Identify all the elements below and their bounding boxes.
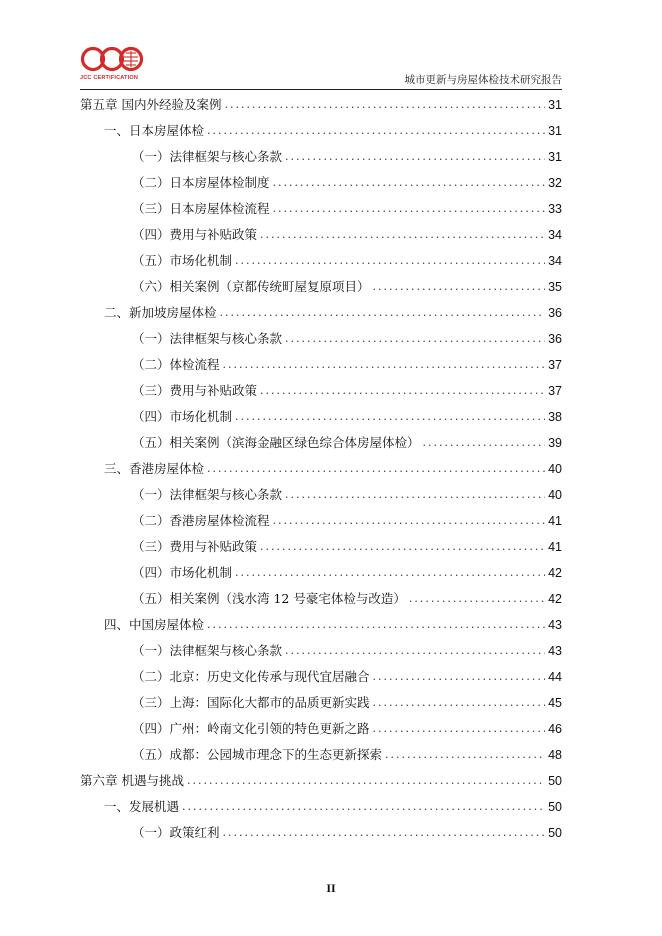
toc-dot-leader <box>260 378 545 404</box>
table-of-contents <box>80 92 562 846</box>
toc-dot-leader <box>373 274 546 300</box>
toc-entry-page: 42 <box>548 566 562 580</box>
toc-entry-page: 45 <box>548 696 562 710</box>
toc-dot-leader <box>273 508 546 534</box>
toc-entry-page: 31 <box>548 150 562 164</box>
toc-entry[interactable] <box>80 508 562 534</box>
toc-dot-leader <box>182 794 545 820</box>
toc-dot-leader <box>260 534 545 560</box>
toc-entry-page: 50 <box>548 826 562 840</box>
toc-dot-leader <box>235 560 545 586</box>
header-divider <box>80 89 562 90</box>
toc-entry-page: 36 <box>548 306 562 320</box>
toc-entry-label: （四）市场化机制 <box>132 565 233 580</box>
toc-entry-page: 31 <box>548 98 562 112</box>
toc-entry-label: 第五章 国内外经验及案例 <box>80 97 222 112</box>
toc-dot-leader <box>260 222 545 248</box>
toc-entry[interactable] <box>80 534 562 560</box>
toc-entry-page: 38 <box>548 410 562 424</box>
toc-entry-label: （五）成都：公园城市理念下的生态更新探索 <box>132 747 383 762</box>
toc-entry[interactable] <box>80 222 562 248</box>
toc-dot-leader <box>235 248 545 274</box>
toc-entry-label: （一）法律框架与核心条款 <box>132 149 283 164</box>
toc-entry-label: （六）相关案例（京都传统町屋复原项目） <box>132 279 370 294</box>
toc-entry-label: （四）市场化机制 <box>132 409 233 424</box>
toc-entry[interactable] <box>80 612 562 638</box>
toc-entry-label: （一）法律框架与核心条款 <box>132 487 283 502</box>
toc-dot-leader <box>223 820 546 846</box>
toc-entry-page: 41 <box>548 540 562 554</box>
toc-entry[interactable] <box>80 274 562 300</box>
toc-dot-leader <box>220 300 546 326</box>
toc-dot-leader <box>285 638 545 664</box>
toc-entry[interactable] <box>80 794 562 820</box>
toc-entry-page: 50 <box>548 774 562 788</box>
toc-dot-leader <box>373 664 546 690</box>
toc-dot-leader <box>409 586 545 612</box>
toc-entry-label: 三、香港房屋体检 <box>104 461 205 476</box>
toc-entry-page: 35 <box>548 280 562 294</box>
toc-entry-label: 四、中国房屋体检 <box>104 617 205 632</box>
logo-caption: JCC CERTIFICATION <box>80 75 138 81</box>
toc-entry-page: 33 <box>548 202 562 216</box>
toc-entry-label: （一）法律框架与核心条款 <box>132 643 283 658</box>
toc-entry-page: 41 <box>548 514 562 528</box>
toc-entry[interactable] <box>80 768 562 794</box>
toc-entry-page: 39 <box>548 436 562 450</box>
toc-entry[interactable] <box>80 118 562 144</box>
toc-entry-label: 一、日本房屋体检 <box>104 123 205 138</box>
toc-entry-page: 40 <box>548 488 562 502</box>
toc-entry-label: （五）相关案例（浅水湾 12 号豪宅体检与改造） <box>132 591 406 606</box>
toc-dot-leader <box>187 768 545 794</box>
toc-entry[interactable] <box>80 326 562 352</box>
toc-entry[interactable] <box>80 196 562 222</box>
toc-entry-label: （三）日本房屋体检流程 <box>132 201 270 216</box>
toc-entry-page: 32 <box>548 176 562 190</box>
toc-entry-label: （四）广州：岭南文化引领的特色更新之路 <box>132 721 370 736</box>
toc-entry[interactable] <box>80 638 562 664</box>
toc-entry-label: （三）上海：国际化大都市的品质更新实践 <box>132 695 370 710</box>
toc-entry-page: 42 <box>548 592 562 606</box>
toc-entry-label: （四）费用与补贴政策 <box>132 227 258 242</box>
toc-entry[interactable] <box>80 378 562 404</box>
toc-entry-label: （二）体检流程 <box>132 357 220 372</box>
toc-entry-label: （五）市场化机制 <box>132 253 233 268</box>
toc-entry-page: 34 <box>548 228 562 242</box>
toc-entry-page: 43 <box>548 644 562 658</box>
toc-entry-label: 一、发展机遇 <box>104 799 180 814</box>
toc-dot-leader <box>223 352 546 378</box>
toc-entry[interactable] <box>80 716 562 742</box>
page-number: II <box>326 881 336 895</box>
toc-dot-leader <box>207 612 545 638</box>
toc-entry-label: （二）香港房屋体检流程 <box>132 513 270 528</box>
toc-entry-page: 50 <box>548 800 562 814</box>
toc-dot-leader <box>224 92 545 118</box>
toc-entry[interactable] <box>80 430 562 456</box>
toc-dot-leader <box>373 716 546 742</box>
toc-entry-label: 二、新加坡房屋体检 <box>104 305 217 320</box>
toc-entry[interactable] <box>80 300 562 326</box>
toc-dot-leader <box>273 196 546 222</box>
toc-entry[interactable] <box>80 92 562 118</box>
toc-entry-label: （一）法律框架与核心条款 <box>132 331 283 346</box>
toc-dot-leader <box>423 430 546 456</box>
toc-dot-leader <box>285 482 545 508</box>
toc-entry[interactable] <box>80 248 562 274</box>
toc-entry-label: （一）政策红利 <box>132 825 220 840</box>
toc-dot-leader <box>373 690 546 716</box>
toc-dot-leader <box>207 118 545 144</box>
toc-entry[interactable] <box>80 456 562 482</box>
toc-entry[interactable] <box>80 690 562 716</box>
toc-entry-page: 31 <box>548 124 562 138</box>
jcc-rings-icon <box>80 44 144 74</box>
toc-entry-page: 40 <box>548 462 562 476</box>
toc-entry[interactable] <box>80 820 562 846</box>
toc-entry[interactable] <box>80 352 562 378</box>
toc-dot-leader <box>207 456 545 482</box>
toc-dot-leader <box>285 326 545 352</box>
toc-entry-label: （三）费用与补贴政策 <box>132 539 258 554</box>
toc-entry-label: （二）北京：历史文化传承与现代宜居融合 <box>132 669 370 684</box>
toc-entry[interactable] <box>80 144 562 170</box>
toc-entry[interactable] <box>80 664 562 690</box>
toc-entry[interactable] <box>80 586 562 612</box>
toc-entry[interactable] <box>80 482 562 508</box>
toc-entry-label: （三）费用与补贴政策 <box>132 383 258 398</box>
toc-entry-page: 36 <box>548 332 562 346</box>
toc-entry-page: 48 <box>548 748 562 762</box>
toc-entry-page: 46 <box>548 722 562 736</box>
toc-entry-page: 34 <box>548 254 562 268</box>
toc-entry-label: （二）日本房屋体检制度 <box>132 175 270 190</box>
report-title: 城市更新与房屋体检技术研究报告 <box>404 74 562 86</box>
toc-dot-leader <box>235 404 545 430</box>
toc-entry[interactable] <box>80 404 562 430</box>
toc-entry-page: 44 <box>548 670 562 684</box>
toc-entry-label: （五）相关案例（滨海金融区绿色综合体房屋体检） <box>132 435 420 450</box>
toc-dot-leader <box>273 170 546 196</box>
toc-dot-leader <box>385 742 545 768</box>
toc-entry-label: 第六章 机遇与挑战 <box>80 773 184 788</box>
toc-entry-page: 37 <box>548 358 562 372</box>
toc-entry[interactable] <box>80 170 562 196</box>
toc-entry[interactable] <box>80 560 562 586</box>
toc-entry-page: 43 <box>548 618 562 632</box>
toc-entry[interactable] <box>80 742 562 768</box>
toc-entry-page: 37 <box>548 384 562 398</box>
toc-dot-leader <box>285 144 545 170</box>
